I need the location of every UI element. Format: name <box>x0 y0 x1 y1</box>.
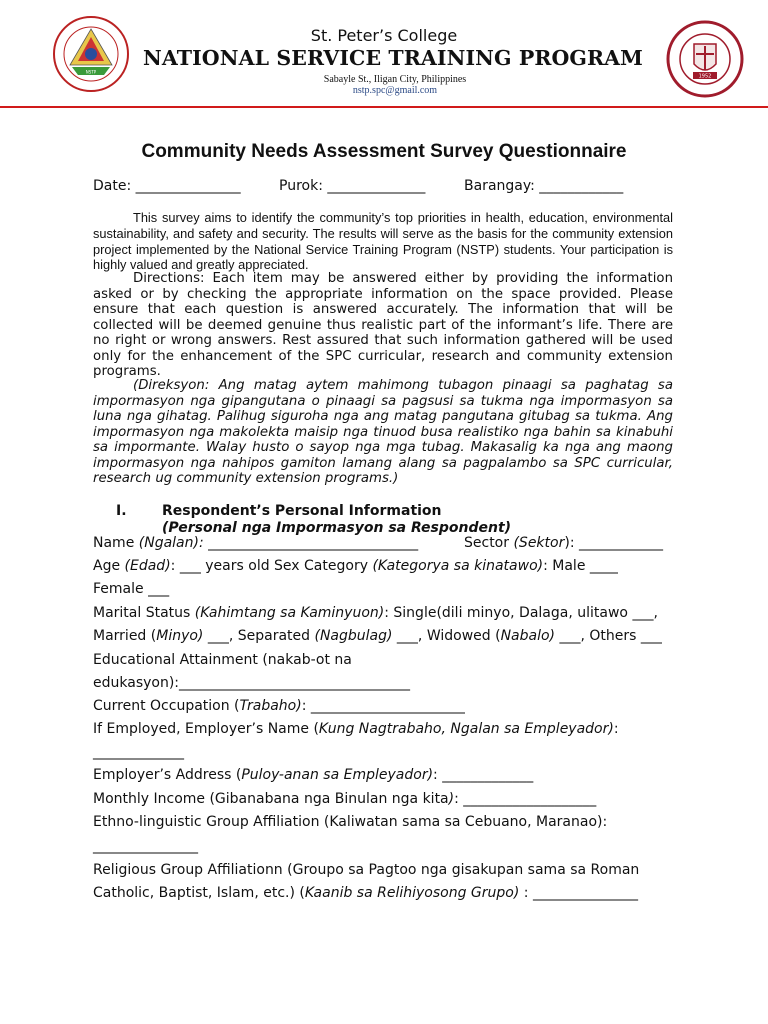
education-field: edukasyon):_________________________________ <box>93 675 411 691</box>
marital-status-field: Marital Status (Kahimtang sa Kaminyuon): Single(dili minyo, Dalaga, ulitawo ___, <box>93 605 658 621</box>
occupation-field: Current Occupation (Trabaho): ______________________ <box>93 698 465 714</box>
program-name: NATIONAL SERVICE TRAINING PROGRAM <box>143 46 643 70</box>
svg-text:NSTP: NSTP <box>85 69 97 75</box>
intro-paragraph: This survey aims to identify the community’s top priorities in health, education, environmental sustainability, and safety and security. The results will serve as the basis for the community extension project implemented by the National Service Training Program (NSTP) students. Your participation is highly valued and greatly appreciated. <box>93 210 673 273</box>
ethno-group-field: Ethno-linguistic Group Affiliation (Kaliwatan sama sa Cebuano, Maranao): <box>93 814 608 830</box>
sector-field: Sector (Sektor): ____________ <box>464 535 663 551</box>
marital-options: Married (Minyo) ___, Separated (Nagbulag) ___, Widowed (Nabalo) ___, Others ___ <box>93 628 662 644</box>
education-label: Educational Attainment (nakab-ot na <box>93 652 352 668</box>
section-subtitle: (Personal nga Impormasyon sa Respondent) <box>162 520 512 536</box>
section-title: Respondent’s Personal Information <box>162 503 442 519</box>
date-field: Date: _______________ <box>93 178 241 194</box>
college-name: St. Peter’s College <box>310 26 458 45</box>
purok-field: Purok: ______________ <box>279 178 426 194</box>
age-sex-field: Age (Edad): ___ years old Sex Category (Kategorya sa kinatawo): Male ____ <box>93 558 618 574</box>
employer-name-field: If Employed, Employer’s Name (Kung Nagtrabaho, Ngalan sa Empleyador): <box>93 721 619 737</box>
directions-paragraph: Directions: Each item may be answered either by providing the information asked or by checking the appropriate information on the space provided. Please ensure that each question is answered accurately. The information that will be collected will be deemed genuine thus realistic part of the informant’s life. There are no right or wrong answers. Rest assured that such information gathered will be used only for the enhancement of the SPC curricular, research and community extension programs. <box>93 271 673 379</box>
contact-email: nstp.spc@gmail.com <box>352 85 438 96</box>
monthly-income-field: Monthly Income (Gibanabana nga Binulan nga kita): ___________________ <box>93 791 597 807</box>
religious-group-field: Catholic, Baptist, Islam, etc.) (Kaanib sa Relihiyosong Grupo) : _______________ <box>93 885 638 901</box>
header-rule <box>0 106 768 108</box>
svg-text:1952: 1952 <box>698 73 712 80</box>
ethno-group-blank: _______________ <box>93 838 198 854</box>
barangay-field: Barangay: ____________ <box>464 178 624 194</box>
section-number: I. <box>116 503 127 519</box>
employer-address-field: Employer’s Address (Puloy-anan sa Empleyador): _____________ <box>93 767 534 783</box>
college-address: Sabayle St., Iligan City, Philippines <box>323 74 467 85</box>
document-title: Community Needs Assessment Survey Questionnaire <box>141 141 627 162</box>
employer-name-blank: _____________ <box>93 744 184 760</box>
religious-group-label: Religious Group Affiliationn (Groupo sa Pagtoo nga gisakupan sama sa Roman <box>93 862 640 878</box>
name-field: Name (Ngalan): ______________________________ <box>93 535 419 551</box>
direksyon-paragraph: (Direksyon: Ang matag aytem mahimong tubagon pinaagi sa paghatag sa impormasyon nga gipangutana o pinaagi sa pagsusi sa tukma nga impormasyon sa luna nga gihatag. Palihug siguroha nga ang matag pangutana gitubag sa tukma. Ang impormasyon nga makolekta maisip nga tinuod busa realistiko nga bahin sa kinabuhi sa impormante. Walay husto o sayop nga mga tubag. Makasalig ka nga ang maong impormasyon nga nahipos gamiton lamang alang sa pagpalambo sa SPC curricular, research ug community extension programs.) <box>93 378 673 486</box>
female-option: Female ___ <box>93 581 170 597</box>
